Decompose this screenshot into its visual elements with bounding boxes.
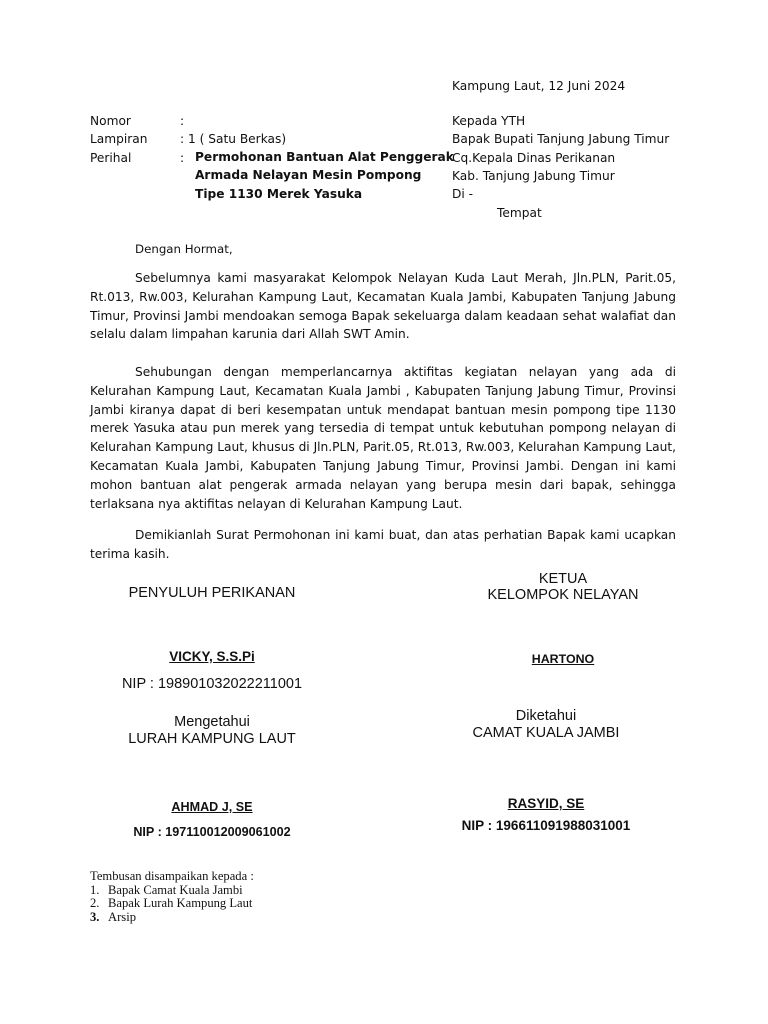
recipient-line-2: Bapak Bupati Tanjung Jabung Timur: [452, 132, 670, 146]
lurah-nip: NIP : 197110012009061002: [133, 825, 291, 839]
ketua-name: HARTONO: [531, 652, 595, 666]
paragraph-3: Demikianlah Surat Permohonan ini kami buat, dan atas perhatian Bapak kami ucapkan terima kasih.: [90, 528, 676, 561]
lurah-title: LURAH KAMPUNG LAUT: [128, 731, 296, 747]
camat-nip: NIP : 196611091988031001: [461, 818, 631, 833]
paragraph-2: Sehubungan dengan memperlancarnya aktifitas kegiatan nelayan yang ada di Kelurahan Kampung Laut, Kecamatan Kuala Jambi , Kabupaten Tanjung Jabung Timur, Provinsi Jambi kiranya dapat di beri kesempatan untuk mendapat bantuan mesin pompong tipe 1130 merek Yasuka atau pun merek yang tersedia di tempat untuk kebutuhan pompong nelayan di Kelurahan Kampung Laut, khusus di Jln.PLN, Parit.05, Rt.013, Rw.003, Kelurahan Kampung Laut, Kecamatan Kuala Jambi, Kabupaten Tanjung Jabung Timur, Provinsi Jambi. Dengan ini kami mohon bantuan alat pengerak armada nelayan yang berupa mesin dari bapak, sehingga terlaksana nya aktifitas nelayan di Kelurahan Kampung Laut.: [90, 365, 676, 511]
recipient-line-4: Kab. Tanjung Jabung Timur: [452, 169, 615, 183]
lampiran-value: : 1 ( Satu Berkas): [180, 132, 287, 146]
diketahui-label: Diketahui: [515, 708, 577, 724]
lampiran-label: Lampiran: [90, 132, 148, 146]
penyuluh-title: PENYULUH PERIKANAN: [128, 585, 296, 601]
nomor-colon: :: [180, 114, 185, 128]
tembusan-item: 3. Arsip: [90, 909, 136, 924]
greeting: Dengan Hormat,: [135, 242, 233, 256]
kelompok-title: KELOMPOK NELAYAN: [487, 587, 639, 603]
perihal-label: Perihal: [90, 151, 132, 165]
penyuluh-nip: NIP : 198901032022211001: [121, 676, 303, 692]
camat-name: RASYID, SE: [507, 796, 585, 811]
paragraph-1: Sebelumnya kami masyarakat Kelompok Nelayan Kuda Laut Merah, Jln.PLN, Parit.05, Rt.013, Rw.003, Kelurahan Kampung Laut, Kecamatan Kuala Jambi, Kabupaten Tanjung Jabung Timur, Provinsi Jambi mendoakan semoga Bapak sekeluarga dalam keadaan sehat walafiat dan selalu dalam limpahan karunia dari Allah SWT Amin.: [90, 271, 676, 342]
perihal-line-1: Permohonan Bantuan Alat Penggerak: [195, 150, 454, 164]
camat-title: CAMAT KUALA JAMBI: [472, 725, 620, 741]
recipient-line-3: Cq.Kepala Dinas Perikanan: [452, 151, 616, 165]
recipient-line-1: Kepada YTH: [452, 114, 526, 128]
penyuluh-name: VICKY, S.S.Pi: [169, 649, 255, 664]
mengetahui-label: Mengetahui: [174, 714, 250, 730]
perihal-colon: :: [180, 151, 185, 165]
recipient-line-6: Tempat: [497, 206, 542, 220]
tembusan-heading: Tembusan disampaikan kepada :: [90, 869, 254, 883]
tembusan-item: 1. Bapak Camat Kuala Jambi: [90, 882, 243, 897]
lurah-name: AHMAD J, SE: [171, 800, 253, 814]
recipient-line-5: Di -: [452, 187, 474, 201]
tembusan-item: 2. Bapak Lurah Kampung Laut: [90, 896, 253, 910]
tembusan-block: [90, 870, 254, 924]
letter-date: Kampung Laut, 12 Juni 2024: [452, 79, 626, 93]
perihal-line-2: Armada Nelayan Mesin Pompong: [195, 168, 422, 182]
nomor-label: Nomor: [90, 114, 131, 128]
perihal-line-3: Tipe 1130 Merek Yasuka: [195, 187, 363, 201]
ketua-title: KETUA: [538, 571, 588, 587]
